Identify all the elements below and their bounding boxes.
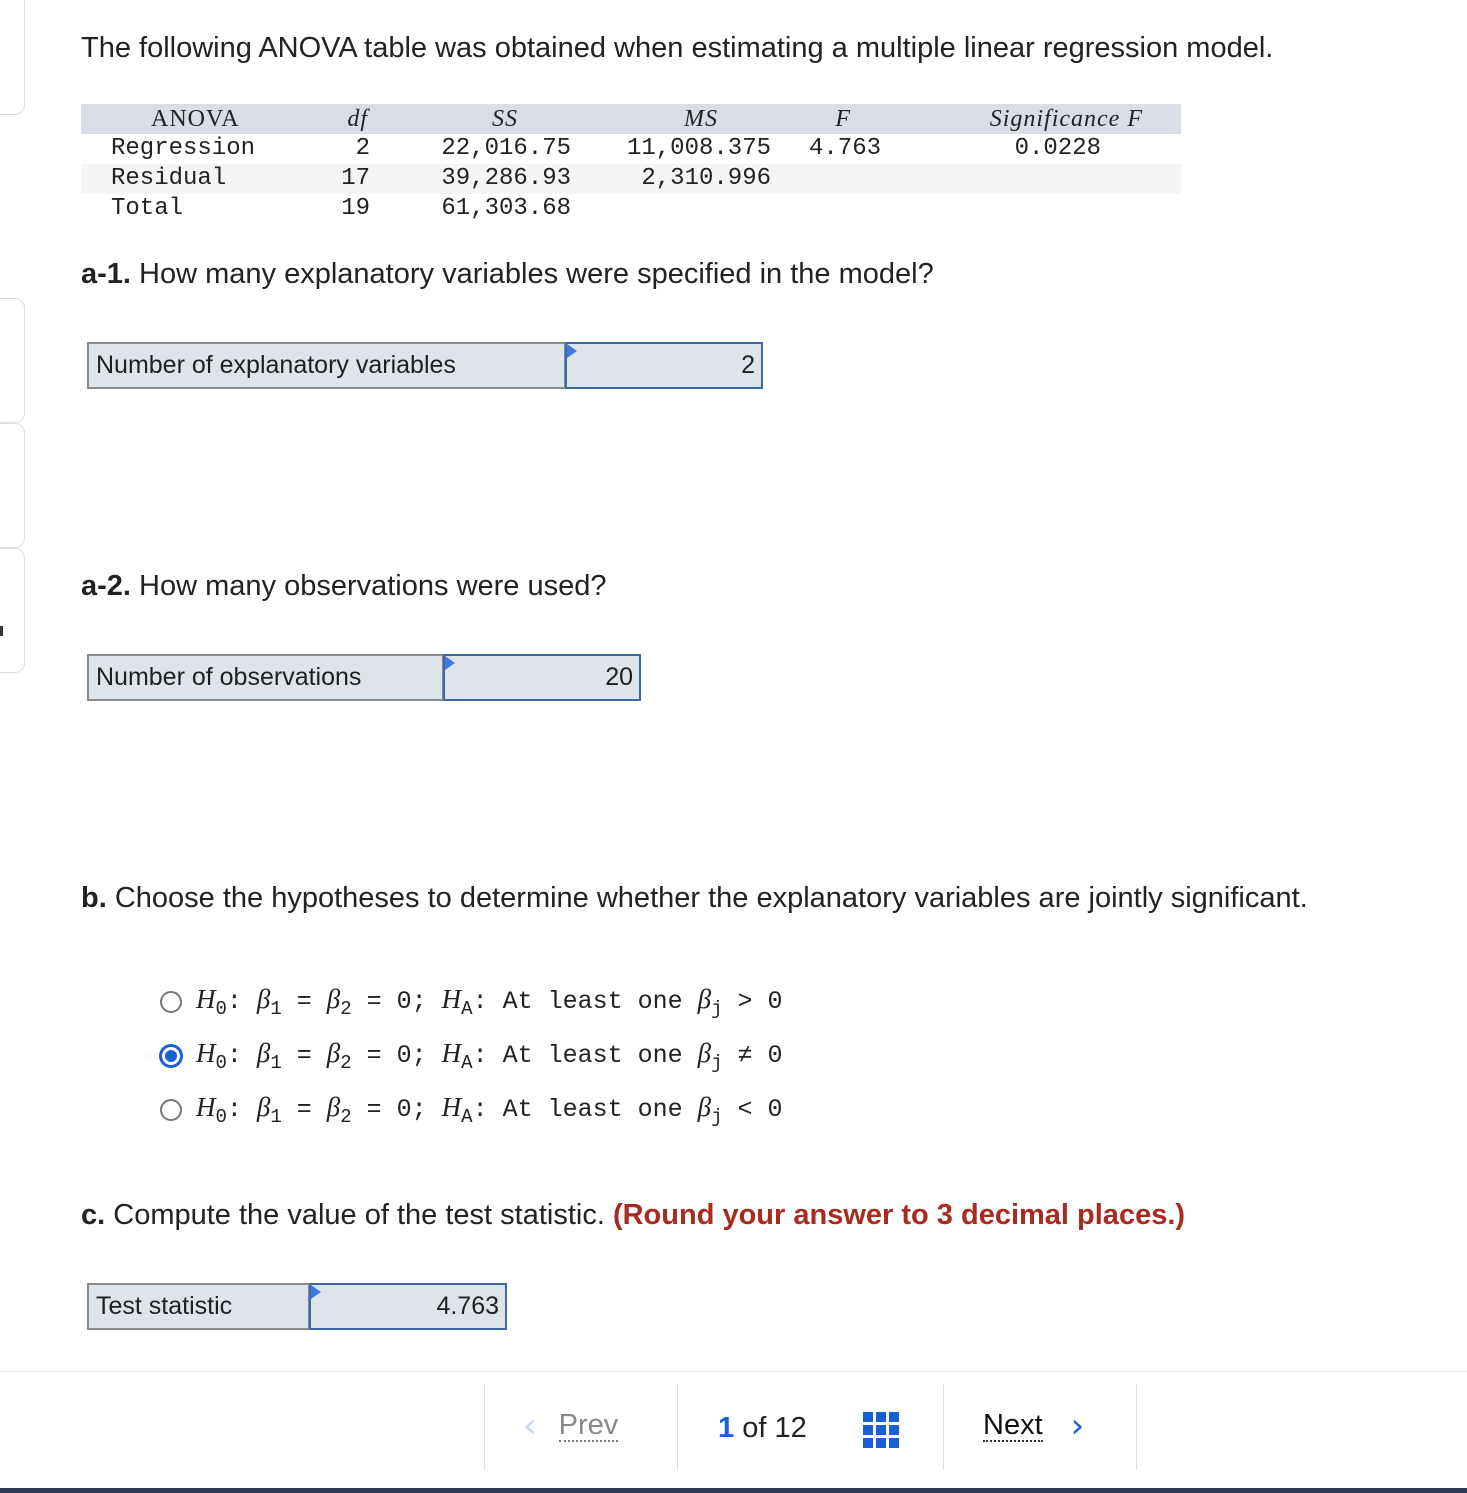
radio-button[interactable] <box>160 1099 182 1121</box>
anova-header-row <box>81 104 1181 134</box>
prev-label: Prev <box>558 1409 619 1441</box>
row-ms: 2,310.996 <box>641 165 771 192</box>
question-c-tag: c. <box>81 1199 106 1231</box>
anova-header-significance: Significance F <box>989 106 1143 132</box>
row-df: 17 <box>341 165 370 192</box>
question-a1-text: How many explanatory variables were specified in the model? <box>130 258 934 290</box>
answer-label: Test statistic <box>89 1285 309 1328</box>
explanatory-variables-input[interactable]: 2 <box>565 342 763 389</box>
next-button[interactable] <box>983 1406 1085 1446</box>
side-panel-tab[interactable] <box>0 423 25 548</box>
row-df: 2 <box>355 135 370 162</box>
page-indicator <box>718 1412 807 1445</box>
question-a2 <box>81 570 607 603</box>
anova-header-df: df <box>347 106 368 132</box>
row-ms: 11,008.375 <box>626 135 771 162</box>
side-panel-tab[interactable] <box>0 548 25 673</box>
next-label: Next <box>983 1409 1043 1441</box>
current-page: 1 <box>718 1412 735 1444</box>
row-ss: 22,016.75 <box>441 135 571 162</box>
hypothesis-option-not-equal[interactable] <box>160 1036 783 1076</box>
question-b-tag: b. <box>81 882 107 914</box>
chevron-right-icon: › <box>1070 1406 1085 1446</box>
answer-row-explanatory <box>87 342 763 389</box>
question-a2-tag: a-2. <box>81 570 131 602</box>
anova-header-ss: SS <box>492 106 518 132</box>
table-row <box>81 194 1181 224</box>
nav-separator <box>1136 1384 1137 1470</box>
question-c <box>81 1199 1185 1232</box>
observations-input[interactable]: 20 <box>443 654 641 701</box>
hypothesis-option-greater[interactable] <box>160 982 783 1022</box>
row-label: Residual <box>111 165 227 192</box>
question-b <box>81 882 1308 915</box>
radio-button-selected[interactable] <box>160 1045 182 1067</box>
radio-button[interactable] <box>160 991 182 1013</box>
row-ss: 39,286.93 <box>441 165 571 192</box>
side-panel-tab[interactable] <box>0 0 25 115</box>
bottom-bar <box>0 1488 1467 1493</box>
question-c-text: Compute the value of the test statistic. <box>105 1199 613 1231</box>
page-of: of <box>742 1412 767 1444</box>
anova-table <box>81 104 1181 224</box>
question-navigation <box>0 1380 1467 1480</box>
hypothesis-text: $H_0$: $\beta_1 = \beta_2 = 0$; $H_A$: At least one $\beta_j > 0$ <box>196 984 783 1020</box>
table-row <box>81 134 1181 164</box>
total-pages: 12 <box>774 1412 807 1444</box>
chevron-left-icon: ‹ <box>523 1406 537 1446</box>
question-a1-tag: a-1. <box>81 258 131 290</box>
row-df: 19 <box>341 195 370 222</box>
anova-header-ms: MS <box>684 106 718 132</box>
nav-separator <box>677 1384 678 1470</box>
grid-icon[interactable] <box>863 1412 899 1448</box>
answer-label: Number of observations <box>89 656 443 699</box>
side-panel-tab[interactable] <box>0 298 25 423</box>
side-panel-marker <box>0 626 3 636</box>
rounding-note: (Round your answer to 3 decimal places.) <box>612 1199 1186 1231</box>
test-statistic-input[interactable]: 4.763 <box>309 1283 507 1330</box>
question-a2-text: How many observations were used? <box>130 570 607 602</box>
row-significance: 0.0228 <box>1014 135 1101 162</box>
footer-divider <box>0 1371 1467 1372</box>
table-row <box>81 164 1181 194</box>
anova-header-label: ANOVA <box>151 106 240 132</box>
nav-separator <box>943 1384 944 1470</box>
row-ss: 61,303.68 <box>441 195 571 222</box>
row-label: Regression <box>111 135 256 162</box>
anova-header-f: F <box>835 106 851 132</box>
question-b-text: Choose the hypotheses to determine whether the explanatory variables are jointly significant. <box>106 882 1308 914</box>
question-a1 <box>81 258 934 291</box>
row-label: Total <box>111 195 184 222</box>
hypothesis-text: $H_0$: $\beta_1 = \beta_2 = 0$; $H_A$: At least one $\beta_j \ne 0$ <box>196 1038 783 1074</box>
nav-separator <box>484 1384 485 1470</box>
answer-label: Number of explanatory variables <box>89 344 565 387</box>
answer-row-test-statistic <box>87 1283 507 1330</box>
hypothesis-text: $H_0$: $\beta_1 = \beta_2 = 0$; $H_A$: At least one $\beta_j < 0$ <box>196 1092 783 1128</box>
intro-text: The following ANOVA table was obtained when estimating a multiple linear regression model. <box>81 32 1274 64</box>
prev-button[interactable] <box>523 1406 619 1446</box>
hypothesis-option-less[interactable] <box>160 1090 783 1130</box>
row-f: 4.763 <box>808 135 881 162</box>
answer-row-observations <box>87 654 641 701</box>
